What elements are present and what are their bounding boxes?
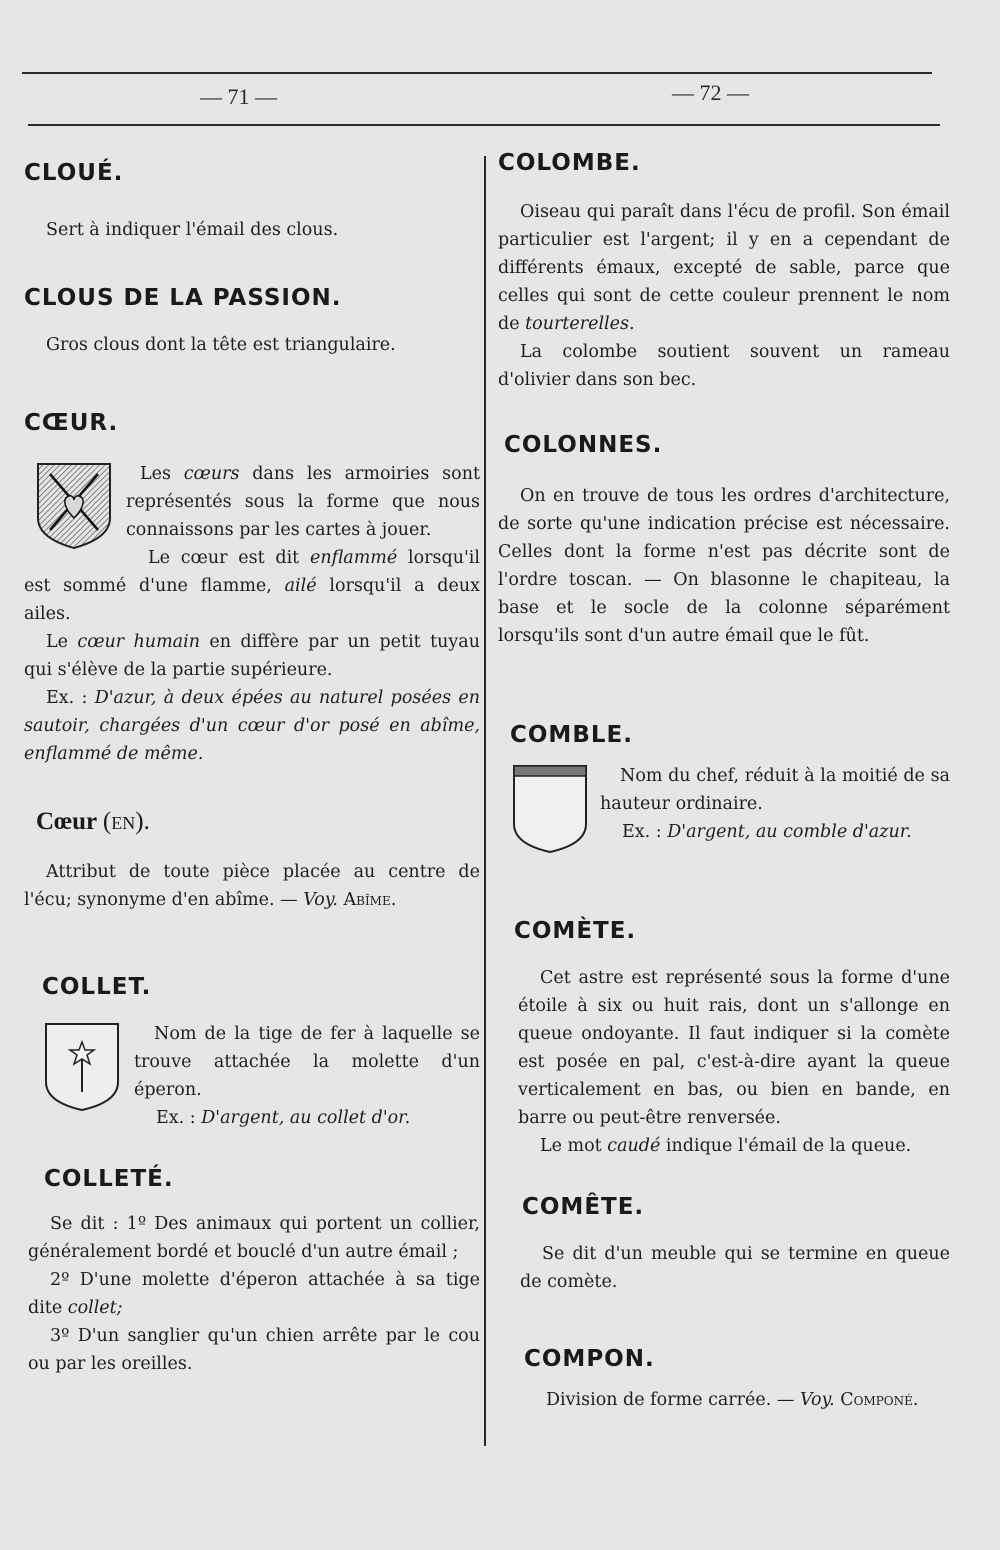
page-number-left: — 71 —	[200, 84, 277, 109]
entry-title: COMBLE.	[510, 722, 633, 748]
entry-title: COMPON.	[524, 1346, 655, 1372]
left-column	[24, 150, 480, 1378]
entry-title: COLLET.	[42, 974, 152, 1000]
collet-shield-icon	[44, 1020, 124, 1112]
entry-comble	[498, 722, 950, 918]
entry-title: Cœur (en).	[36, 808, 150, 835]
entry-cloue	[24, 150, 480, 280]
entry-title: COLONNES.	[504, 432, 663, 458]
comble-shield-icon	[512, 762, 590, 856]
entry-title: COLLETÉ.	[44, 1166, 174, 1192]
entry-colombe	[498, 150, 950, 432]
entry-example: Ex. : D'argent, au comble d'azur.	[622, 822, 912, 842]
entry-text: Se dit d'un meuble qui se termine en queue de comète.	[520, 1244, 950, 1292]
entry-text: 3º D'un sanglier qu'un chien arrête par le cou ou par les oreilles.	[28, 1326, 480, 1374]
page-number-right: — 72 —	[672, 80, 749, 105]
entry-title: COMÈTE.	[514, 918, 637, 944]
entry-title: COMÊTE.	[522, 1194, 645, 1220]
entry-coeur	[24, 402, 480, 802]
entry-example: Ex. : D'azur, à deux épées au naturel posées en sautoir, chargées d'un cœur d'or posé en abîme, enflammé de même.	[24, 688, 480, 764]
entry-text: Le cœur est dit enflammé lorsqu'il est sommé d'une flamme, ailé lorsqu'il a deux ailes.	[24, 548, 480, 624]
entry-title: CLOUS DE LA PASSION.	[24, 285, 342, 311]
entry-text: Se dit : 1º Des animaux qui portent un collier, généralement bordé et bouclé d'un autre émail ;	[28, 1214, 480, 1262]
entry-text: Le cœur humain en diffère par un petit tuyau qui s'élève de la partie supérieure.	[24, 632, 480, 680]
entry-text: Le mot caudé indique l'émail de la queue.	[540, 1136, 912, 1156]
entry-text: 2º D'une molette d'éperon attachée à sa tige dite collet;	[28, 1270, 480, 1318]
entry-text: Division de forme carrée. — Voy. Componé.	[546, 1390, 919, 1410]
entry-comete	[498, 918, 950, 1194]
entry-collete	[24, 1160, 480, 1378]
entry-compon	[498, 1346, 950, 1414]
entry-clous-passion	[24, 280, 480, 402]
entry-text: Nom du chef, réduit à la moitié de sa hauteur ordinaire.	[600, 766, 950, 814]
column-divider	[484, 156, 486, 1446]
entry-title: COLOMBE.	[498, 150, 641, 176]
entry-text: Oiseau qui paraît dans l'écu de profil. Son émail particulier est l'argent; il y en a cependant de différents émaux, excepté de sable, parce que celles qui sont de cette couleur prennent le nom de tourterelles.	[498, 202, 950, 334]
entry-text: On en trouve de tous les ordres d'architecture, de sorte qu'une indication précise est nécessaire. Celles dont la forme n'est pas décrite sont de l'ordre toscan. — On blasonne le chapiteau, la base et le socle de la colonne séparément lorsqu'ils sont d'un autre émail que le fût.	[498, 486, 950, 646]
entry-text: Cet astre est représenté sous la forme d'une étoile à six ou huit rais, dont un s'allonge en queue ondoyante. Il faut indiquer si la comète est posée en pal, c'est-à-dire ayant la queue verticalement en bas, ou bien en bande, en barre ou peut-être renversée.	[518, 968, 950, 1128]
entry-title: CŒUR.	[24, 410, 119, 436]
entry-collet	[24, 970, 480, 1160]
entry-title: CLOUÉ.	[24, 160, 124, 186]
entry-text: Les cœurs dans les armoiries sont représentés sous la forme que nous connaissons par les cartes à jouer.	[126, 464, 480, 540]
entry-comete-accent	[498, 1194, 950, 1346]
coeur-shield-icon	[36, 460, 116, 552]
entry-text: Sert à indiquer l'émail des clous.	[46, 220, 339, 240]
entry-text: Attribut de toute pièce placée au centre de l'écu; synonyme d'en abîme. — Voy. Abîme.	[24, 862, 480, 910]
entry-text: La colombe soutient souvent un rameau d'olivier dans son bec.	[498, 342, 950, 390]
right-column	[498, 150, 950, 1414]
entry-text: Nom de la tige de fer à laquelle se trouve attachée la molette d'un éperon.	[134, 1024, 480, 1100]
entry-colonnes	[498, 432, 950, 722]
entry-coeur-en	[24, 802, 480, 970]
header-bottom-rule	[28, 124, 940, 126]
entry-text: Gros clous dont la tête est triangulaire.	[46, 335, 396, 355]
entry-example: Ex. : D'argent, au collet d'or.	[156, 1108, 411, 1128]
top-rule	[22, 72, 932, 74]
